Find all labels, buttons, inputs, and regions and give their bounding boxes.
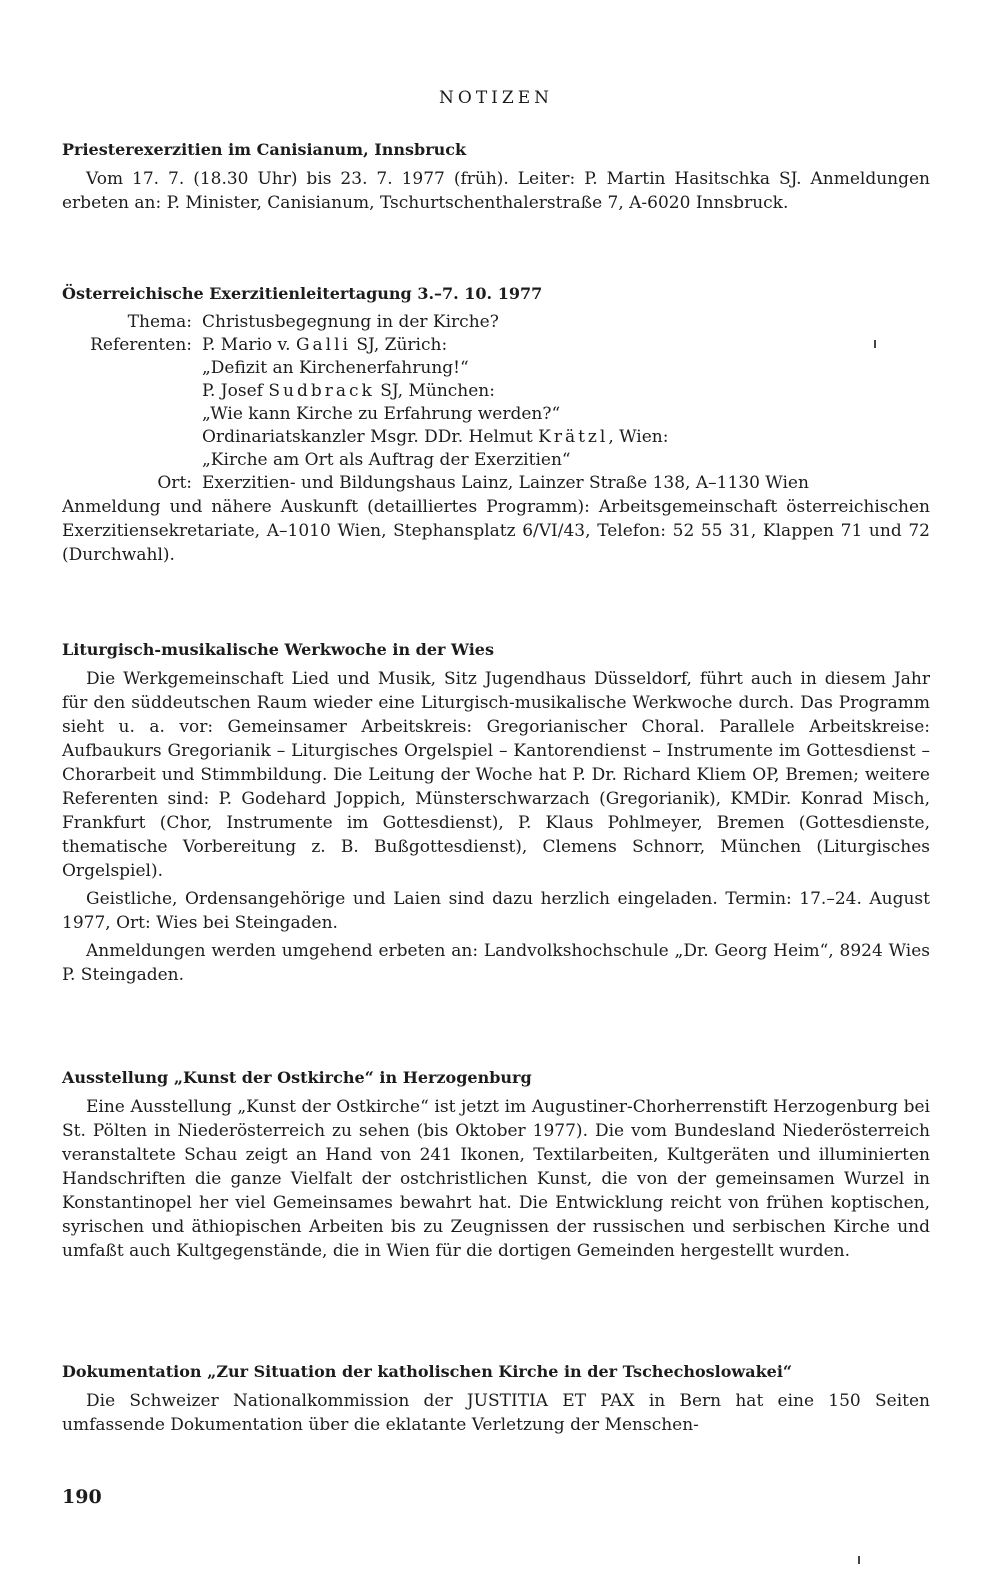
page-title: NOTIZEN (439, 88, 553, 108)
thema-value: Christusbegegnung in der Kirche? (202, 312, 499, 332)
referenten-label: Referenten: (90, 335, 192, 355)
section-exerzitienleitertagung (62, 284, 930, 567)
scan-speck (858, 1556, 860, 1564)
section-heading: Ausstellung „Kunst der Ostkirche“ in Herzogenburg (62, 1068, 532, 1087)
scan-speck (874, 340, 876, 348)
section-ausstellung (62, 1068, 930, 1263)
referent-1-title: „Defizit an Kirchenerfahrung!“ (202, 358, 469, 378)
paragraph-3: Anmeldungen werden umgehend erbeten an: Landvolkshochschule „Dr. Georg Heim“, 8924 Wies P. Steingaden. (62, 941, 930, 985)
document-page (62, 0, 930, 1596)
ort-value: Exerzitien- und Bildungshaus Lainz, Lainzer Straße 138, A–1130 Wien (202, 473, 809, 493)
ort-label: Ort: (157, 473, 192, 493)
section-text: Eine Ausstellung „Kunst der Ostkirche“ ist jetzt im Augustiner-Chorherrenstift Herzogenburg bei St. Pölten in Niederösterreich zu sehen (bis Oktober 1977). Die vom Bundesland Niederösterreich veranstaltete Schau zeigt an Hand von 241 Ikonen, Textilarbeiten, Kultgeräten und illuminierten Handschriften die ganze Vielfalt der ostchristlichen Kunst, die von der gemeinsamen Wurzel in Konstantinopel her viel Gemeinsames bewahrt hat. Die Entwicklung reicht von frühen koptischen, syrischen und äthiopischen Arbeiten bis zu Zeugnissen der russischen und serbischen Kirche und umfaßt auch Kultgegenstände, die in Wien für die dortigen Gemeinden hergestellt wurden. (62, 1097, 930, 1261)
section-text: Die Schweizer Nationalkommission der JUSTITIA ET PAX in Bern hat eine 150 Seiten umfassende Dokumentation über die eklatante Verletzung der Menschen- (62, 1391, 930, 1435)
section-heading: Dokumentation „Zur Situation der katholischen Kirche in der Tschechoslowakei“ (62, 1362, 793, 1381)
section-heading: Priesterexerzitien im Canisianum, Innsbruck (62, 140, 467, 159)
info-table (62, 311, 930, 495)
referent-2-title: „Wie kann Kirche zu Erfahrung werden?“ (202, 404, 561, 424)
referent-name: Galli (295, 335, 351, 355)
referent-3: Ordinariatskanzler Msgr. DDr. Helmut Krätzl, Wien: (202, 427, 669, 447)
paragraph-1: Die Werkgemeinschaft Lied und Musik, Sitz Jugendhaus Düsseldorf, führt auch in diesem Jahr für den süddeutschen Raum wieder eine Liturgisch-musikalische Werkwoche durch. Das Programm sieht u. a. vor: Gemeinsamer Arbeitskreis: Gregorianischer Choral. Parallele Arbeitskreise: Aufbaukurs Gregorianik – Liturgisches Orgelspiel – Kantorendienst – Instrumente im Gottesdienst – Chorarbeit und Stimmbildung. Die Leitung der Woche hat P. Dr. Richard Kliem OP, Bremen; weitere Referenten sind: P. Godehard Joppich, Münsterschwarzach (Gregorianik), KMDir. Konrad Misch, Frankfurt (Chor, Instrumente im Gottesdienst), P. Klaus Pohlmeyer, Bremen (Gottesdienste, thematische Vorbereitung z. B. Bußgottesdienst), Clemens Schnorr, München (Liturgisches Orgelspiel). (62, 669, 930, 881)
referent-1: P. Mario v. Galli SJ, Zürich: (202, 335, 448, 355)
referent-name: Krätzl (538, 427, 609, 447)
referent-name: Sudbrack (268, 381, 375, 401)
section-heading: Österreichische Exerzitienleitertagung 3.–7. 10. 1977 (62, 284, 543, 303)
section-text: Vom 17. 7. (18.30 Uhr) bis 23. 7. 1977 (früh). Leiter: P. Martin Hasitschka SJ. Anmeldungen erbeten an: P. Minister, Canisianum, Tschurtschenthalerstraße 7, A-6020 Innsbruck. (62, 169, 930, 213)
referent-3-title: „Kirche am Ort als Auftrag der Exerzitien“ (202, 450, 571, 470)
thema-label: Thema: (127, 312, 192, 332)
section-heading: Liturgisch-musikalische Werkwoche in der Wies (62, 640, 494, 659)
section-text: Anmeldung und nähere Auskunft (detailliertes Programm): Arbeitsgemeinschaft österreichischen Exerzitiensekretariate, A–1010 Wien, Stephansplatz 6/VI/43, Telefon: 52 55 31, Klappen 71 und 72 (Durchwahl). (62, 497, 930, 565)
referent-2: P. Josef Sudbrack SJ, München: (202, 381, 495, 401)
paragraph-2: Geistliche, Ordensangehörige und Laien sind dazu herzlich eingeladen. Termin: 17.–24. August 1977, Ort: Wies bei Steingaden. (62, 889, 930, 933)
section-priesterexerzitien (62, 140, 930, 215)
section-werkwoche (62, 640, 930, 987)
section-dokumentation (62, 1362, 930, 1437)
page-number: 190 (62, 1486, 102, 1508)
